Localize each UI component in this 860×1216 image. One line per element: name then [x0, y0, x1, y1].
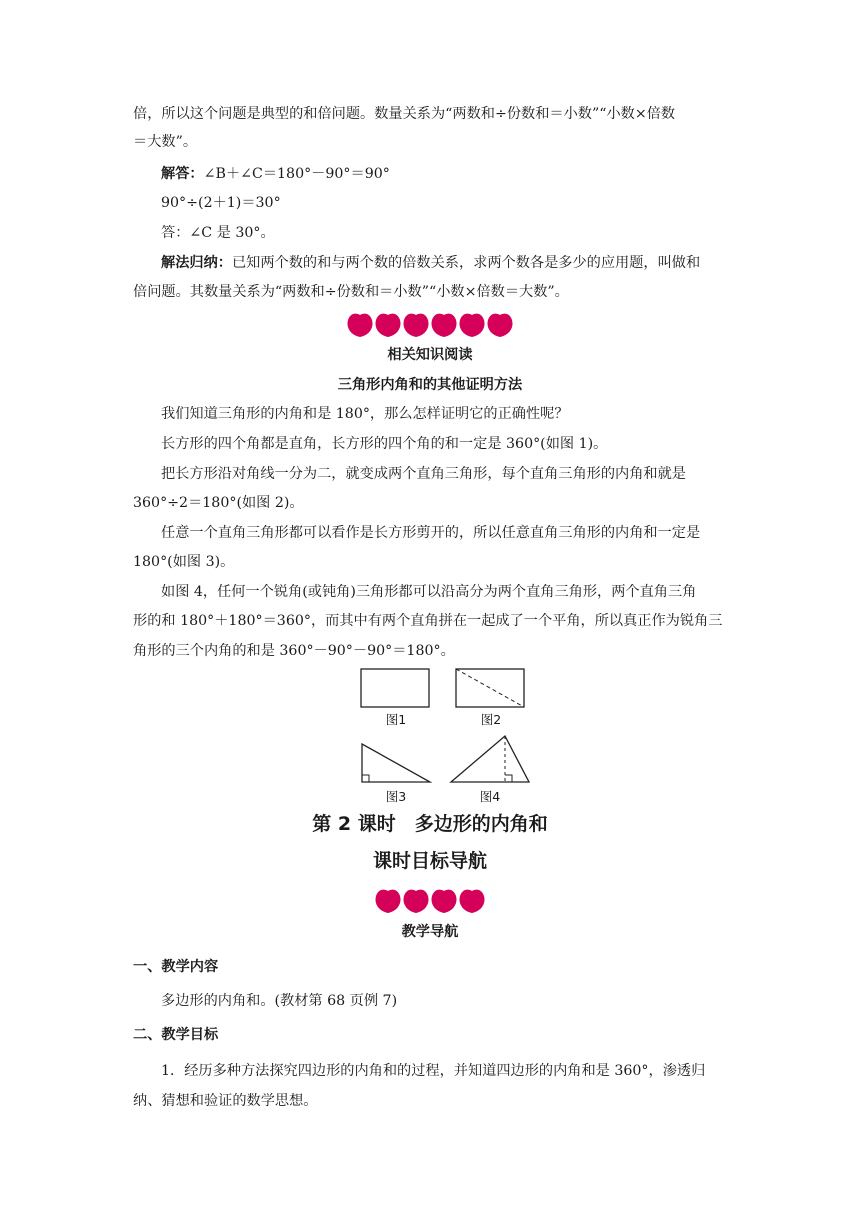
reading-para-3-line-2: 360°÷2＝180°(如图 2)。	[133, 495, 304, 511]
reading-para-4-line-2: 180°(如图 3)。	[133, 554, 235, 570]
goal-1-line-2: 纳、猜想和验证的数学思想。	[133, 1093, 318, 1109]
answer-label: 解答：	[161, 166, 204, 182]
petal-icon	[374, 887, 402, 914]
decorative-petals-2	[0, 887, 860, 914]
calc-line: 90°÷(2＋1)＝30°	[161, 195, 281, 211]
method-line-2: 倍问题。其数量关系为“两数和÷份数和＝小数”“小数×倍数＝大数”。	[133, 284, 569, 300]
heading-content: 一、教学内容	[133, 959, 219, 975]
content-text: 多边形的内角和。(教材第 68 页例 7)	[161, 993, 398, 1009]
lesson-title: 第 2 课时 多边形的内角和	[312, 813, 548, 835]
decorative-petals	[0, 311, 860, 338]
figure-2-caption: 图2	[480, 712, 502, 727]
figure-2-rectangle-diagonal	[455, 668, 527, 708]
heading-goals: 二、教学目标	[133, 1027, 219, 1043]
figure-4-caption: 图4	[479, 789, 501, 804]
petal-icon	[458, 311, 486, 338]
reading-para-5-line-1: 如图 4，任何一个锐角(或钝角)三角形都可以沿高分为两个直角三角形，两个直角三角	[161, 584, 697, 600]
reading-para-2: 长方形的四个角都是直角，长方形的四个角的和一定是 360°(如图 1)。	[161, 436, 608, 452]
petal-icon	[486, 311, 514, 338]
reading-para-5-line-3: 角形的三个内角的和是 360°－90°－90°＝180°。	[133, 643, 455, 659]
answer-expression: ∠B＋∠C＝180°－90°＝90°	[203, 166, 390, 182]
figure-1-rectangle	[360, 668, 432, 708]
reading-para-5-line-2: 形的和 180°＋180°＝360°，而其中有两个直角拼在一起成了一个平角，所以真正作为锐角三	[133, 613, 723, 629]
final-answer: 答：∠C 是 30°。	[161, 225, 275, 241]
section-title: 相关知识阅读	[387, 347, 473, 363]
petal-icon	[430, 311, 458, 338]
figure-3-right-triangle	[360, 742, 432, 784]
intro-line-2: ＝大数”。	[133, 134, 198, 150]
figure-4-triangle-with-height	[448, 734, 532, 784]
reading-para-1: 我们知道三角形的内角和是 180°，那么怎样证明它的正确性呢？	[161, 406, 569, 422]
nav-title: 课时目标导航	[372, 850, 487, 872]
reading-para-3-line-1: 把长方形沿对角线一分为二，就变成两个直角三角形，每个直角三角形的内角和就是	[161, 466, 686, 482]
petal-icon	[402, 311, 430, 338]
method-line-1	[161, 253, 731, 273]
method-text: 已知两个数的和与两个数的倍数关系，求两个数各是多少的应用题，叫做和	[231, 255, 701, 271]
figure-1-caption: 图1	[385, 712, 407, 727]
petal-icon	[458, 887, 486, 914]
answer-line	[161, 164, 731, 184]
section-subtitle: 三角形内角和的其他证明方法	[337, 377, 523, 393]
method-label: 解法归纳：	[161, 255, 232, 271]
intro-line-1: 倍，所以这个问题是典型的和倍问题。数量关系为“两数和÷份数和＝小数”“小数×倍数	[133, 106, 676, 122]
goal-1-line-1: 1．经历多种方法探究四边形的内角和的过程，并知道四边形的内角和是 360°，渗透归	[161, 1063, 706, 1079]
petal-icon	[374, 311, 402, 338]
nav-subtitle: 教学导航	[401, 924, 459, 940]
petal-icon	[430, 887, 458, 914]
petal-icon	[402, 887, 430, 914]
reading-para-4-line-1: 任意一个直角三角形都可以看作是长方形剪开的，所以任意直角三角形的内角和一定是	[161, 525, 701, 541]
petal-icon	[346, 311, 374, 338]
figure-3-caption: 图3	[385, 789, 407, 804]
